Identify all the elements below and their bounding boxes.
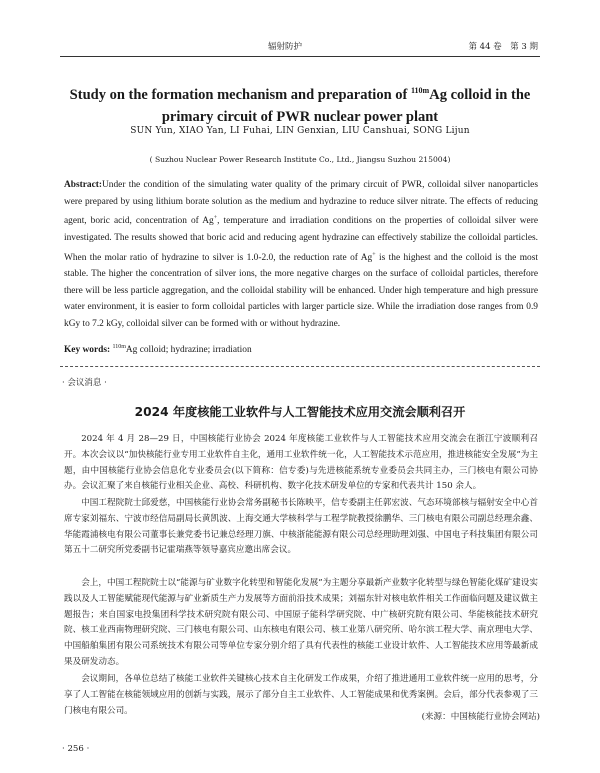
news-section-label: · 会议消息 ·: [62, 378, 107, 388]
news-paragraph: 中国工程院院士邱爱慈，中国核能行业协会常务副秘书长陈映平，信专委副主任郭宏波、气态环境部核与辐射安全中心首席专家刘福东、宁波市经信局副局长黄凯波、上海交通大学核科学与工程学院教授徐鹏华、三门核电有限公司副总经理余鑫、华能霞浦核电有限公司董事长兼党委书记兼总经理刀旗、中核浙能能源有限公司总经理助理刘强、中国电子科技集团有限公司第五十二研究所党委副书记霍瑞燕等领导嘉宾应邀出席会议。: [64, 498, 538, 556]
news-paragraph: 会上，中国工程院院士以“能源与矿业数字化转型和智能化发展”为主题分享最新产业数字化转型与绿色智能化煤矿建设实践以及人工智能赋能现代能源与矿业新质生产力发展等方面前沿技术成果；刘福东针对核电软件相关工作面临问题及建议做主题报告；来自国家电投集团科学技术研究院有限公司、中国原子能科学研究院、中广核研究院有限公司、华能核能技术研究院、核工业西南物理研究院、三门核电有限公司、山东核电有限公司、核工业第八研究所、哈尔滨工程大学、南京理电大学、中国船舶集团有限公司系统技术有限公司等单位专家分别介绍了具有代表性的核能工业设计软件、人工智能技术应用等最新成果及研发动态。: [64, 578, 538, 667]
article-title: Study on the formation mechanism and preparation of $^{110m}$Ag colloid in the primary circuit of PWR nuclear power plant: [69, 86, 531, 125]
news-paragraph: 会议期间，各单位总结了核能工业软件关键核心技术自主化研发工作成果，介绍了推进通用工业软件统一应用的思考，分享了人工智能在核能领域应用的创新与实践，展示了部分自主工业软件、人工智能成果和优秀案例。会后，部分代表参观了三门核电有限公司。: [64, 674, 538, 716]
authors: SUN Yun, XIAO Yan, LI Fuhai, LIN Genxian, LIU Canshuai, SONG Lijun: [130, 126, 470, 136]
issue-info: 第 44 卷 第 3 期: [468, 42, 538, 52]
keywords: Key words: $^{110m}$Ag colloid; hydrazine; irradiation: [64, 344, 252, 356]
section-divider: [60, 366, 540, 367]
journal-name: 辐射防护: [268, 42, 303, 52]
keywords-label: Key words:: [64, 345, 111, 356]
affiliation: ( Suzhou Nuclear Power Research Institute Co., Ltd., Jiangsu Suzhou 215004): [149, 155, 451, 164]
news-title: 2024 年度核能工业软件与人工智能技术应用交流会顺利召开: [134, 405, 466, 419]
news-source: (来源：中国核能行业协会网站): [421, 712, 540, 722]
abstract-label: Abstract:: [64, 180, 103, 190]
abstract: Abstract:Under the condition of the simulating water quality of the primary circuit of PWR, colloidal silver nanoparticles were prepared by using lithium borate solution as the medium and hydrazine to reduce silver nitrate. The effects of reducing agent, boric acid, concentration of Ag+, temperature and irradiation conditions on the properties of colloidal silver were investigated. The results showed that boric acid and reducing agent hydrazine can effectively stabilize the colloidal particles. When the molar ratio of hydrazine to silver is 1.0-2.0, the reduction rate of Ag+ is the highest and the colloid is the most stable. The higher the concentration of silver ions, the more negative charges on the surface of colloidal particles, therefore there will be less particle aggregation, and the colloidal stability will be enhanced. Under high temperature and high pressure water environment, it is easier to form colloidal particles with larger particle size. While the irradiation dose ranges from 0.9 kGy to 7.2 kGy, colloidal silver can be formed with or without hydrazine.: [64, 180, 538, 329]
news-paragraph: 2024 年 4 月 28—29 日，中国核能行业协会 2024 年度核能工业软件与人工智能技术应用交流会在浙江宁波顺利召开。本次会议以“加快核能行业专用工业软件自主化，通用工业软件统一化，人工智能技术示范应用，推进核能安全发展”为主题，由中国核能行业协会信息化专业委员会(以下简称：信专委)与先进核能系统专业委员会共同主办，三门核电有限公司协办。会议汇聚了来自核能行业相关企业、高校、科研机构、数字化技术研发单位的专家和代表共计 150 余人。: [64, 434, 538, 492]
page-number: · 256 ·: [62, 744, 90, 754]
header-rule: [60, 56, 540, 57]
